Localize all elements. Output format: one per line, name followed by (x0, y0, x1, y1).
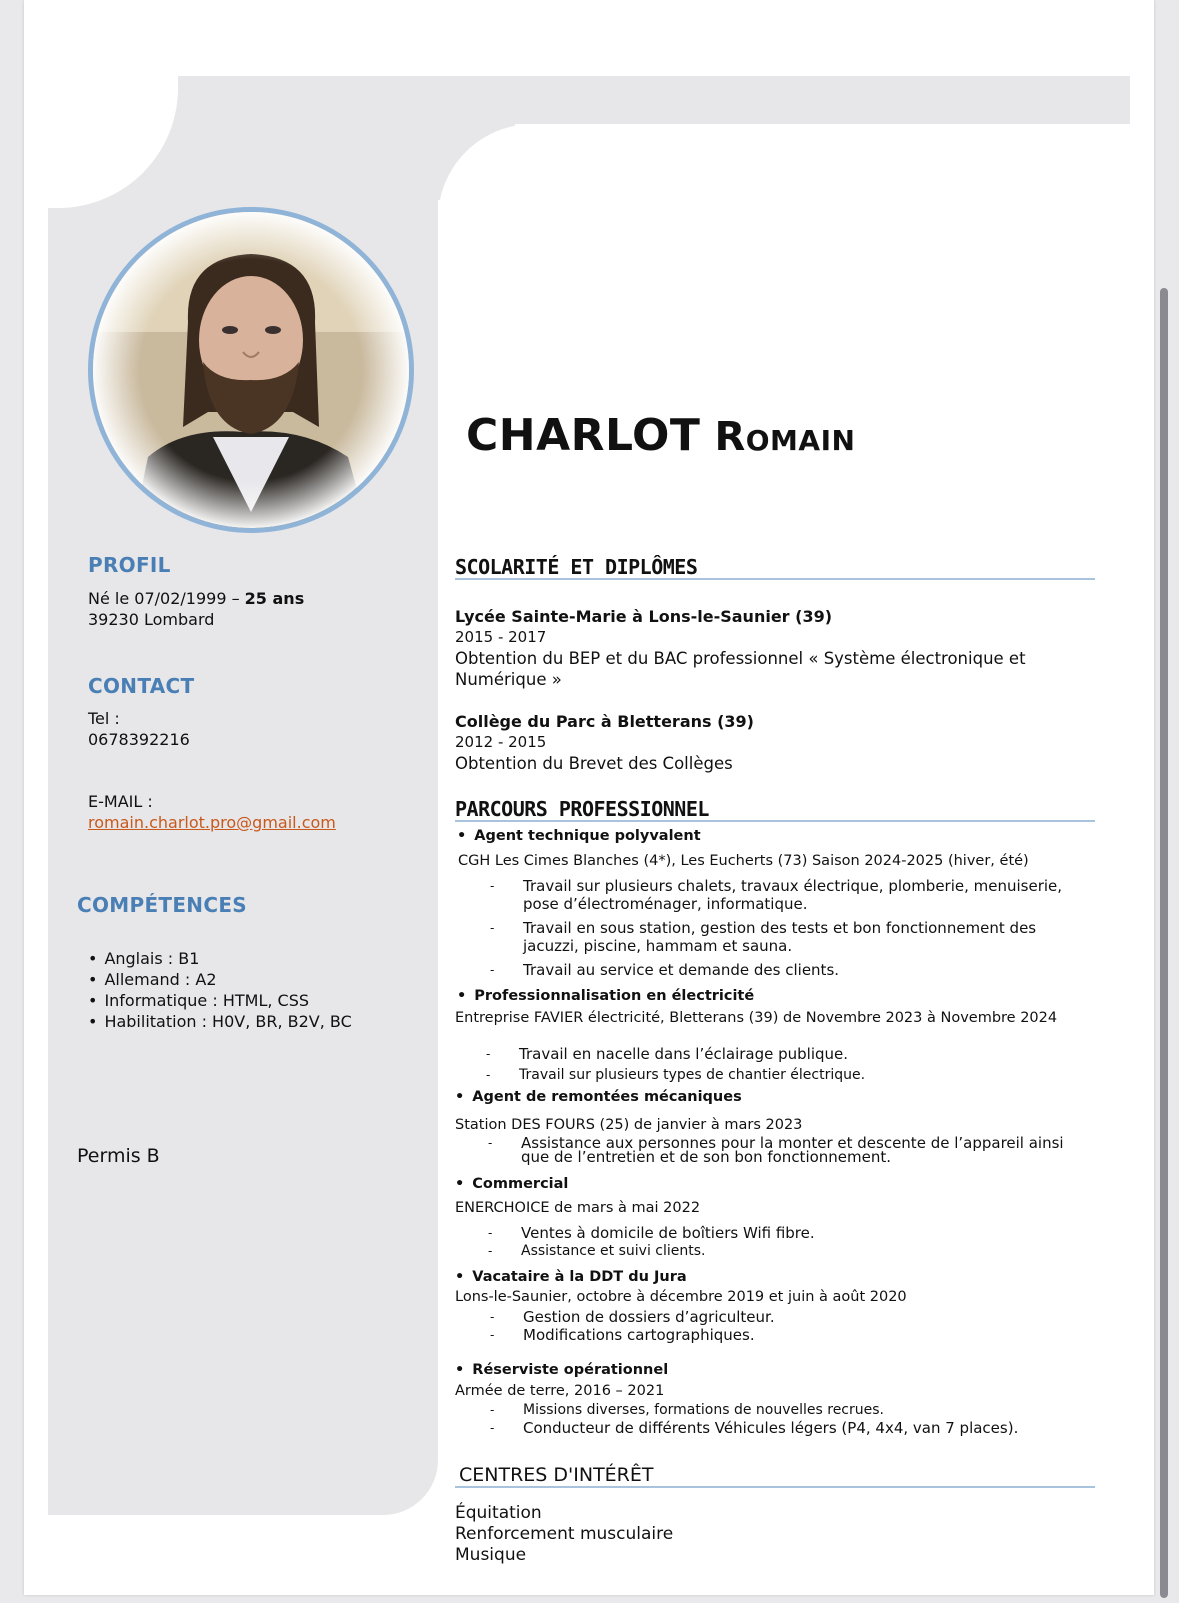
interest-item: Musique (455, 1545, 527, 1565)
email-label: E-MAIL : (88, 792, 153, 811)
job-place: Entreprise FAVIER électricité, Bletterans (39) de Novembre 2023 à Novembre 2024 (455, 1010, 1058, 1026)
scrollbar[interactable] (1160, 288, 1168, 1598)
skill-item: • Anglais : B1 (88, 948, 352, 969)
interets-heading (455, 1464, 1095, 1488)
task-item: - Gestion de dossiers d’agriculteur. (490, 1308, 1080, 1326)
task-item: - Travail sur plusieurs chalets, travaux électrique, plomberie, menuiserie, pose d’électroménager, informatique. (490, 877, 1080, 913)
age: 25 ans (244, 589, 305, 608)
task-item: - Missions diverses, formations de nouvelles recrues. (490, 1401, 1080, 1419)
school-years: 2012 - 2015 (455, 733, 547, 751)
portrait-illustration (93, 212, 409, 528)
competences-heading: COMPÉTENCES (77, 893, 247, 917)
task-item: - Travail en sous station, gestion des tests et bon fonctionnement des jacuzzi, piscine, hammam et sauna. (490, 919, 1080, 955)
profile-photo (88, 207, 414, 533)
parcours-heading: PARCOURS PROFESSIONNEL (455, 798, 1095, 822)
job-title: • Vacataire à la DDT du Jura (455, 1269, 687, 1285)
birth-date: Né le 07/02/1999 – (88, 589, 245, 608)
school-detail: Obtention du BEP et du BAC professionnel « Système électronique et (455, 649, 1026, 668)
job-title: • Commercial (455, 1176, 568, 1192)
job-place: ENERCHOICE de mars à mai 2022 (455, 1200, 701, 1216)
last-name: CHARLOT (466, 410, 701, 461)
interets-title: CENTRES D'INTÉRÊT (459, 1464, 654, 1486)
job-place: Armée de terre, 2016 – 2021 (455, 1383, 665, 1399)
school-years: 2015 - 2017 (455, 628, 547, 646)
task-item: - Assistance et suivi clients. (488, 1242, 1078, 1260)
tel-label: Tel : (88, 709, 120, 728)
profil-birth (88, 588, 304, 609)
profil-heading: PROFIL (88, 553, 171, 577)
decor-band (48, 76, 1130, 124)
task-item: - Modifications cartographiques. (490, 1326, 1080, 1344)
candidate-name (466, 410, 855, 461)
skill-item: • Allemand : A2 (88, 969, 352, 990)
job-tasks (488, 1224, 1078, 1260)
job-title: • Agent technique polyvalent (457, 828, 701, 844)
profil-address: 39230 Lombard (88, 610, 215, 629)
first-name: Romain (714, 414, 856, 460)
job-tasks (490, 1308, 1080, 1344)
task-item: - Assistance aux personnes pour la monter et descente de l’appareil ainsi que de l’entretien et de son bon fonctionnement. (488, 1136, 1083, 1164)
job-title: • Professionnalisation en électricité (457, 988, 754, 1004)
task-item: - Travail au service et demande des clients. (490, 961, 1080, 979)
job-title: • Réserviste opérationnel (455, 1362, 668, 1378)
tel-value: 0678392216 (88, 730, 190, 749)
task-item: - Conducteur de différents Véhicules légers (P4, 4x4, van 7 places). (490, 1419, 1080, 1437)
job-place: CGH Les Cimes Blanches (4*), Les Eucherts (73) Saison 2024-2025 (hiver, été) (458, 853, 1029, 869)
scolarite-heading: SCOLARITÉ ET DIPLÔMES (455, 556, 1095, 580)
job-title: • Agent de remontées mécaniques (455, 1089, 742, 1105)
skills-list (88, 948, 352, 1032)
job-tasks (486, 1045, 1080, 1084)
driving-licence: Permis B (77, 1145, 160, 1167)
job-tasks (490, 877, 1080, 979)
interest-item: Renforcement musculaire (455, 1524, 674, 1544)
task-item: - Travail en nacelle dans l’éclairage publique. (486, 1045, 1080, 1063)
school-name: Lycée Sainte-Marie à Lons-le-Saunier (39) (455, 607, 833, 626)
skill-item: • Informatique : HTML, CSS (88, 990, 352, 1011)
school-name: Collège du Parc à Bletterans (39) (455, 712, 754, 731)
task-item: - Ventes à domicile de boîtiers Wifi fibre. (488, 1224, 1078, 1242)
skill-item: • Habilitation : H0V, BR, B2V, BC (88, 1011, 352, 1032)
contact-heading: CONTACT (88, 674, 195, 698)
job-tasks (490, 1401, 1080, 1437)
school-detail: Numérique » (455, 670, 562, 689)
job-place: Station DES FOURS (25) de janvier à mars 2023 (455, 1117, 803, 1133)
job-place: Lons-le-Saunier, octobre à décembre 2019 et juin à août 2020 (455, 1289, 907, 1305)
school-detail: Obtention du Brevet des Collèges (455, 754, 733, 773)
job-tasks (488, 1136, 1083, 1164)
task-item: - Travail sur plusieurs types de chantier électrique. (486, 1066, 1080, 1084)
interest-item: Équitation (455, 1503, 542, 1523)
email-link[interactable]: romain.charlot.pro@gmail.com (88, 813, 336, 832)
